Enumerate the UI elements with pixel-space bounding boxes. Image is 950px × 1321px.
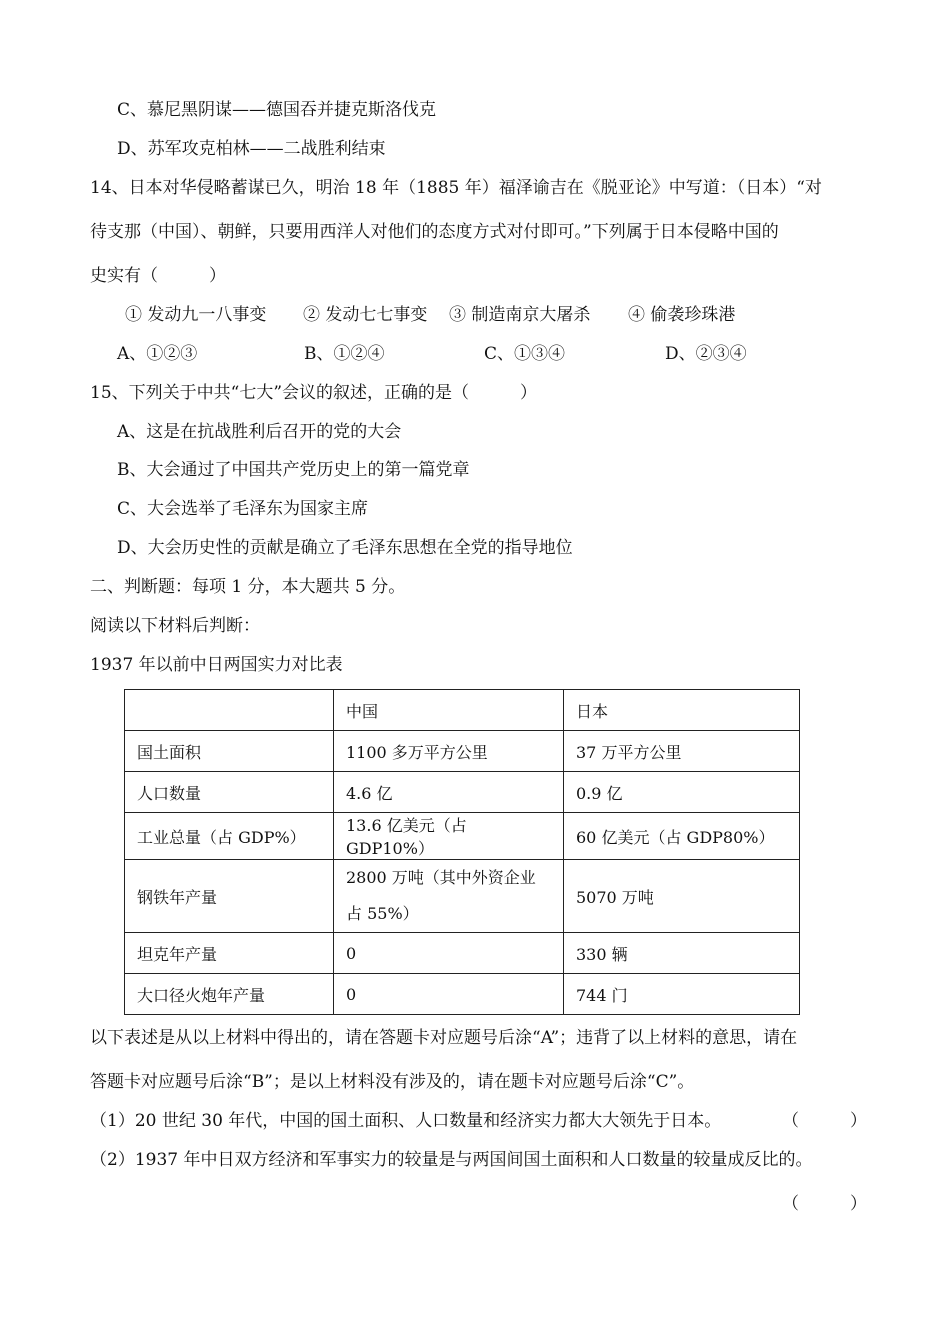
table-row (125, 813, 800, 860)
table-row (125, 772, 800, 813)
table-row (125, 860, 800, 933)
table-header-cell: 中国 (334, 690, 564, 731)
q14-stem-line2: 待支那（中国）、朝鲜，只要用西洋人对他们的态度方式对付即可。”下列属于日本侵略中国的 (90, 222, 779, 242)
q14-option-a: A、①②③ (117, 344, 198, 364)
table-cell: 4.6 亿 (334, 772, 564, 813)
instructions-line1: 以下表述是从以上材料中得出的，请在答题卡对应题号后涂“A”；违背了以上材料的意思，请在 (90, 1028, 798, 1048)
table-header-row (125, 690, 800, 731)
statement-1-answer-blank: （ ） (782, 1111, 867, 1131)
table-header-cell: 日本 (564, 690, 800, 731)
table-cell: 744 门 (564, 974, 800, 1015)
table-cell: 0 (334, 933, 564, 974)
table-cell: 国土面积 (125, 731, 334, 772)
q14-stem-line3: 史实有（ ） (90, 266, 226, 286)
table-cell: 37 万平方公里 (564, 731, 800, 772)
statement-1: （1）20 世纪 30 年代，中国的国土面积、人口数量和经济实力都大大领先于日本。 (90, 1111, 722, 1131)
table-cell: 大口径火炮年产量 (125, 974, 334, 1015)
q13-option-d: D、苏军攻克柏林——二战胜利结束 (117, 139, 386, 159)
table-cell: 13.6 亿美元（占 GDP10%） (334, 813, 564, 860)
q14-item-4: ④ 偷袭珍珠港 (628, 305, 736, 325)
q14-item-3: ③ 制造南京大屠杀 (449, 305, 591, 325)
section2-intro: 阅读以下材料后判断： (90, 616, 260, 636)
table-cell-text: 2800 万吨（其中外资企业占 55%） (346, 868, 536, 923)
q15-option-b: B、大会通过了中国共产党历史上的第一篇党章 (117, 460, 470, 480)
section2-heading: 二、判断题：每项 1 分，本大题共 5 分。 (90, 577, 406, 597)
table-header-cell (125, 690, 334, 731)
q15-option-a: A、这是在抗战胜利后召开的党的大会 (117, 422, 402, 442)
q14-item-1: ① 发动九一八事变 (125, 305, 267, 325)
table-cell: 0.9 亿 (564, 772, 800, 813)
table-cell: 工业总量（占 GDP%） (125, 813, 334, 860)
q15-stem: 15、下列关于中共“七大”会议的叙述，正确的是（ ） (90, 383, 538, 403)
table-cell: 钢铁年产量 (125, 860, 334, 933)
table-cell: 人口数量 (125, 772, 334, 813)
table-cell: 60 亿美元（占 GDP80%） (564, 813, 800, 860)
q14-option-b: B、①②④ (304, 344, 385, 364)
table-cell: 5070 万吨 (564, 860, 800, 933)
q15-option-d: D、大会历史性的贡献是确立了毛泽东思想在全党的指导地位 (117, 538, 573, 558)
table-title: 1937 年以前中日两国实力对比表 (90, 655, 343, 675)
statement-2-answer-blank: （ ） (782, 1194, 867, 1214)
q14-option-c: C、①③④ (484, 344, 566, 364)
q14-item-2: ② 发动七七事变 (303, 305, 428, 325)
table-cell: 坦克年产量 (125, 933, 334, 974)
comparison-table (124, 689, 800, 1015)
table-row (125, 933, 800, 974)
instructions-line2: 答题卡对应题号后涂“B”；是以上材料没有涉及的，请在题卡对应题号后涂“C”。 (90, 1072, 695, 1092)
table-row (125, 731, 800, 772)
table-cell: 330 辆 (564, 933, 800, 974)
statement-2: （2）1937 年中日双方经济和军事实力的较量是与两国间国土面积和人口数量的较量成反比的。 (90, 1150, 813, 1170)
q14-option-d: D、②③④ (665, 344, 747, 364)
table-cell: 0 (334, 974, 564, 1015)
q14-stem-line1: 14、日本对华侵略蓄谋已久，明治 18 年（1885 年）福泽谕吉在《脱亚论》中写道：（日本）“对 (90, 178, 822, 198)
q13-option-c: C、慕尼黑阴谋——德国吞并捷克斯洛伐克 (117, 100, 437, 120)
table-cell (334, 860, 564, 933)
table-row (125, 974, 800, 1015)
table-cell: 1100 多万平方公里 (334, 731, 564, 772)
q15-option-c: C、大会选举了毛泽东为国家主席 (117, 499, 369, 519)
